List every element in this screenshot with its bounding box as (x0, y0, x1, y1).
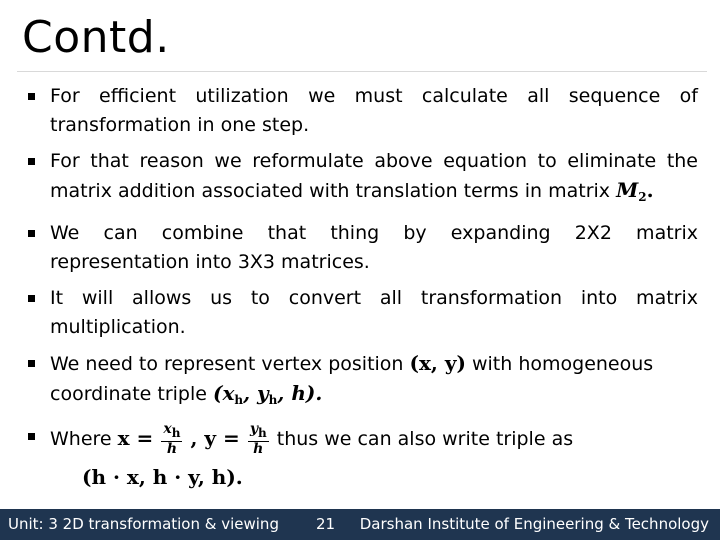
bullet-text: For that reason we reformulate above equation to eliminate the matrix addition associated with translation terms in matrix (50, 150, 698, 202)
bullet-text: We need to represent vertex position (50, 353, 404, 375)
footer-institute-label: Darshan Institute of Engineering & Technology (359, 515, 709, 533)
footer-unit-label: Unit: 3 2D transformation & viewing (8, 515, 279, 533)
fraction-x-over-h: $\frac{xh}{h}$ (163, 421, 181, 457)
bullet-item-4 (22, 284, 698, 342)
matrix-symbol: $M_2$. (616, 178, 654, 204)
square-bullet-icon (28, 295, 35, 302)
bullet-text: For efficient utilization we must calculate all sequence of transformation in one step. (50, 85, 698, 136)
fraction-y-over-h: $\frac{yh}{h}$ (249, 421, 267, 457)
y-equation: , y = (190, 426, 240, 450)
homogeneous-triple-formula: ($x_h$, $y_h$, h). (213, 381, 323, 407)
square-bullet-icon (28, 433, 35, 440)
bullet-item-3 (22, 219, 698, 277)
title-divider (17, 71, 707, 72)
square-bullet-icon (28, 360, 35, 367)
bullet-item-6 (22, 422, 698, 492)
bullet-text: We can combine that thing by expanding 2X2 matrix representation into 3X3 matrices. (50, 222, 698, 273)
bullet-text: It will allows us to convert all transformation into matrix multiplication. (50, 287, 698, 338)
bullet-item-5 (22, 349, 698, 415)
bullet-text: thus we can also write triple as (276, 428, 574, 450)
square-bullet-icon (28, 93, 35, 100)
square-bullet-icon (28, 158, 35, 165)
vertex-position-formula: (x, y) (409, 351, 466, 375)
square-bullet-icon (28, 230, 35, 237)
bullet-list (22, 82, 698, 499)
bullet-text: with homogeneous coordinate triple (50, 353, 654, 405)
bullet-item-2 (22, 147, 698, 212)
scaled-triple-formula: (h · x, h · y, h). (82, 465, 243, 489)
page-number: 21 (316, 515, 336, 533)
bullet-item-1 (22, 82, 698, 140)
x-equation: x = (117, 426, 154, 450)
slide-title: Contd. (22, 12, 170, 63)
bullet-text: Where (50, 428, 112, 450)
footer-bar (0, 509, 720, 540)
